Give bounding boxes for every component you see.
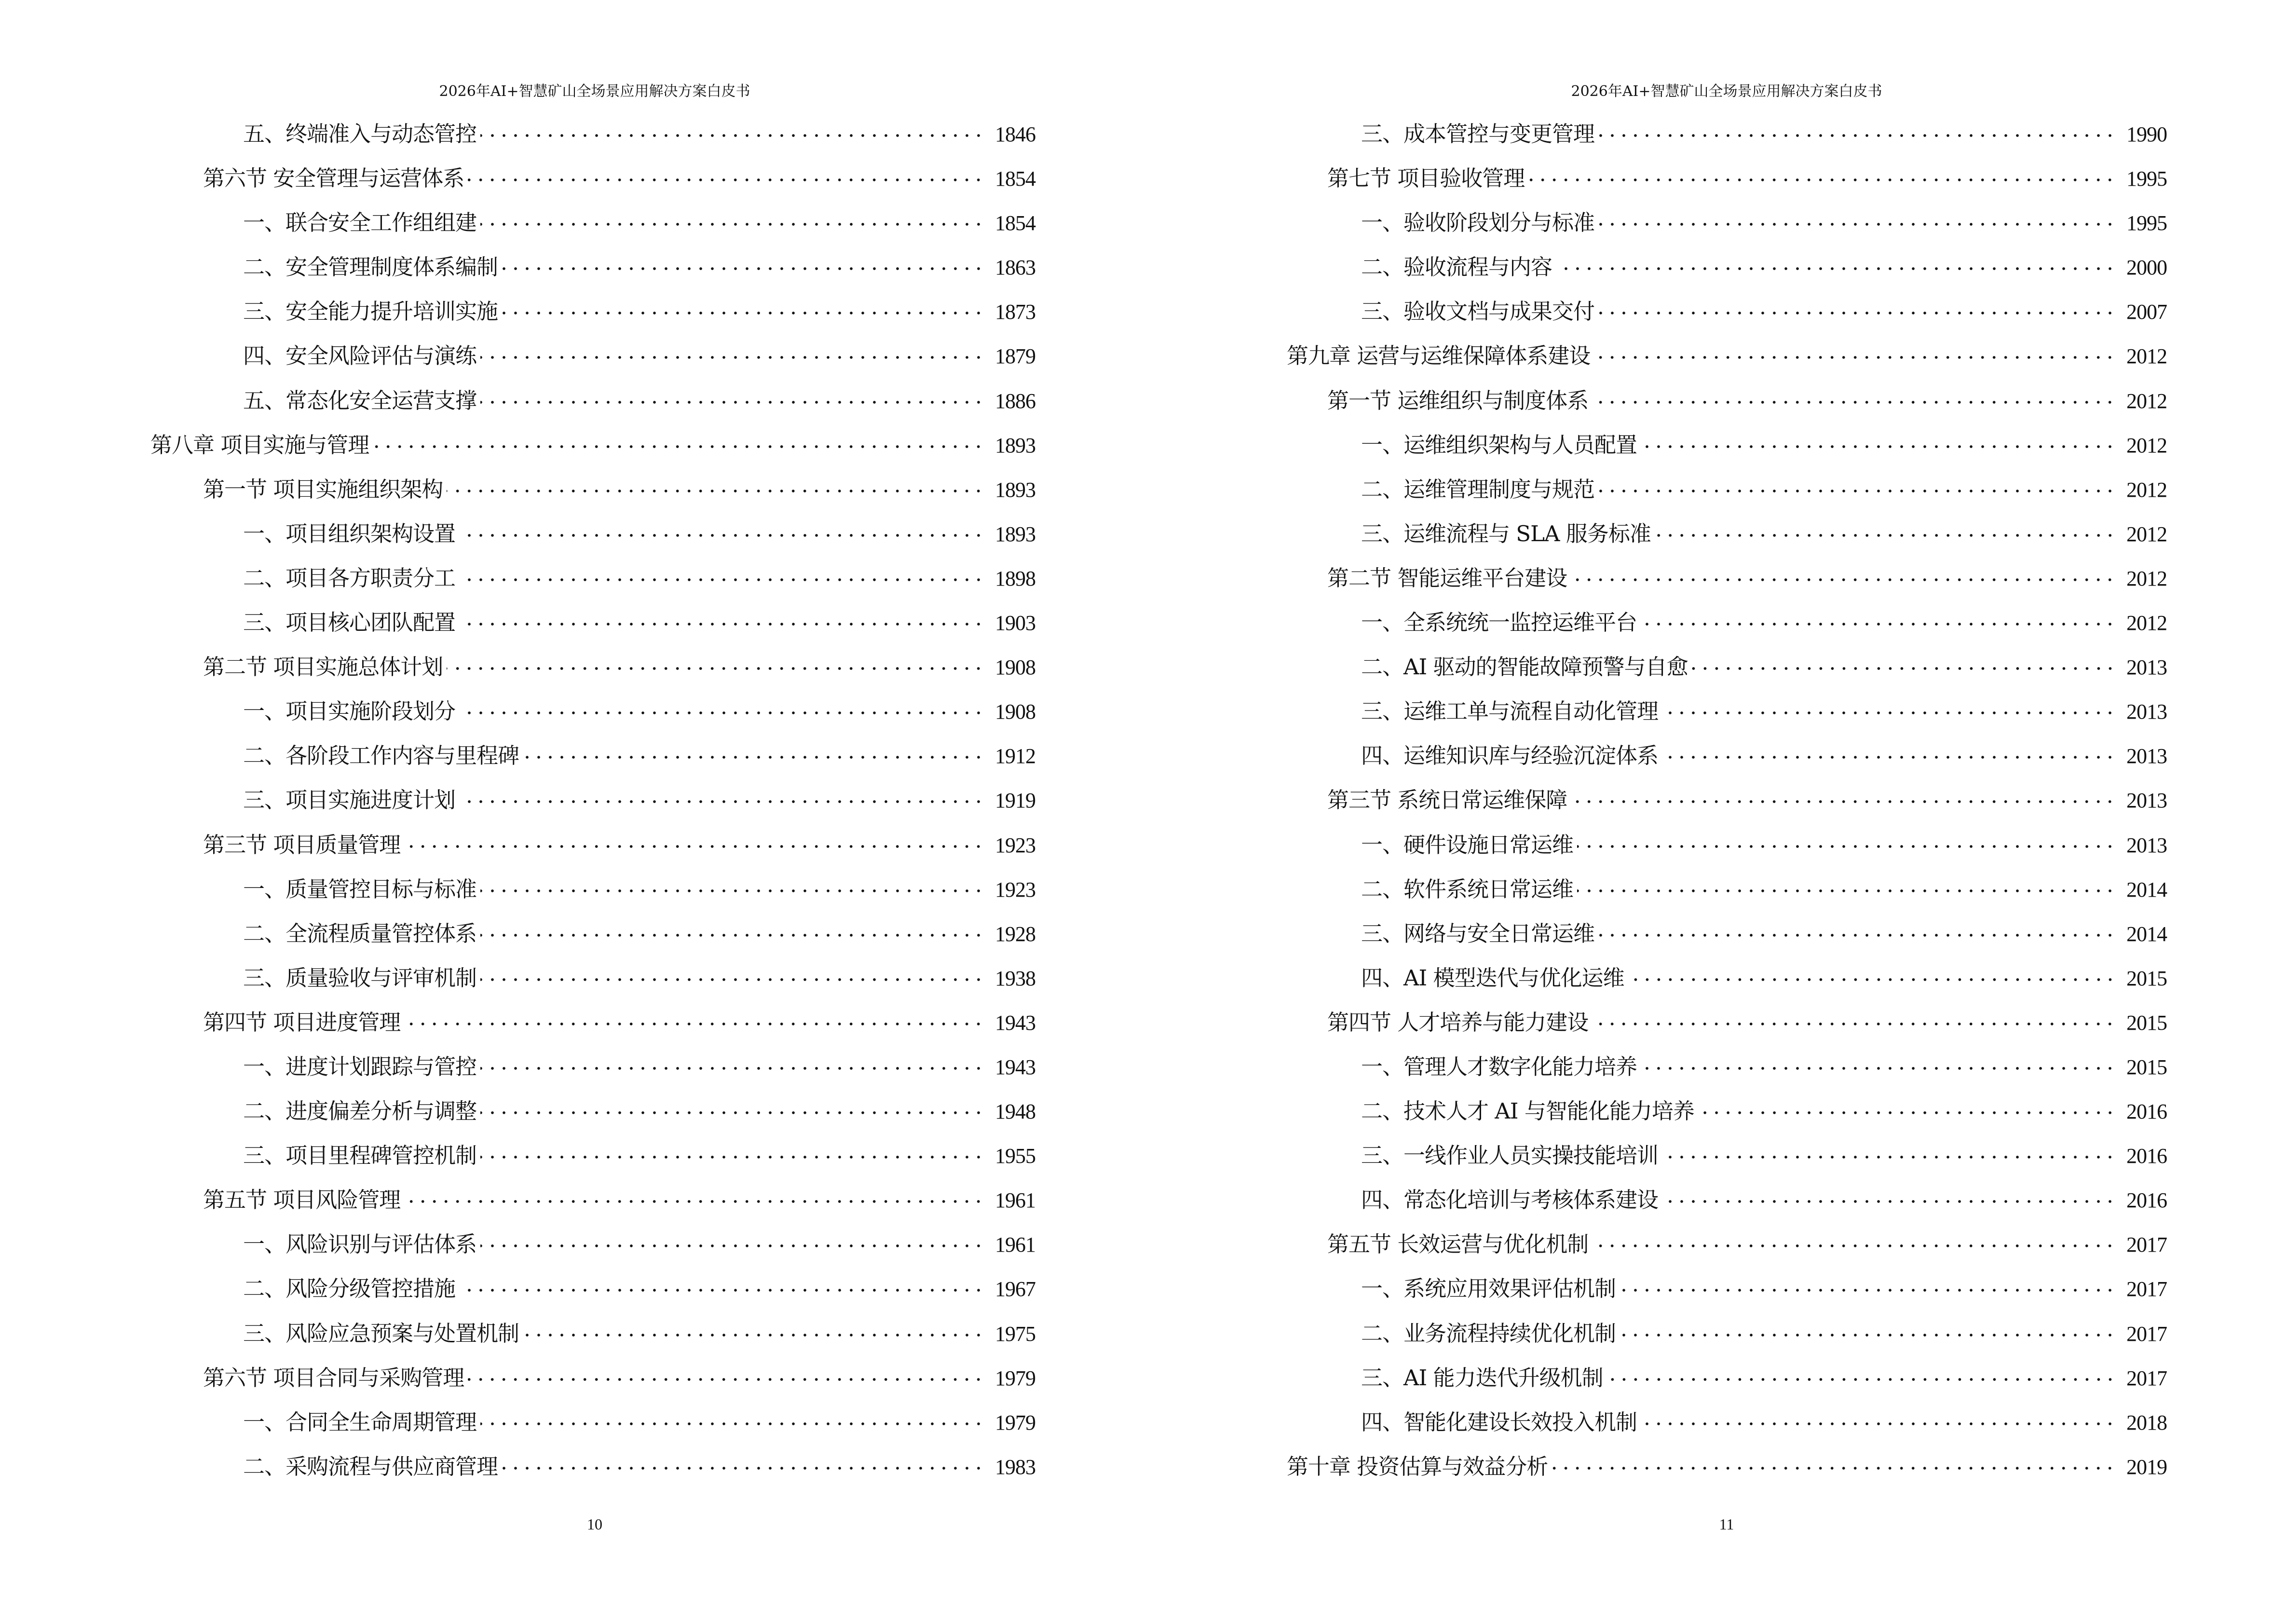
toc-entry-page-number: 1948 xyxy=(995,1100,1035,1124)
running-header: 2026年AI+智慧矿山全场景应用解决方案白皮书 xyxy=(1571,83,1882,100)
toc-entry-title: 第二节 项目实施总体计划 xyxy=(203,654,443,680)
toc-entry-page-number: 2012 xyxy=(2126,478,2167,502)
toc-entry-section[interactable] xyxy=(150,467,1035,512)
toc-entry-title: 三、AI 能力迭代升级机制 xyxy=(1361,1365,1603,1391)
toc-entry-title: 五、常态化安全运营支撑 xyxy=(243,387,477,413)
page-right xyxy=(1144,0,2287,1624)
toc-entry-page-number: 1979 xyxy=(995,1410,1035,1434)
dot-leader xyxy=(1662,693,2116,722)
toc-entry-sub[interactable] xyxy=(1287,689,2167,734)
toc-entry-section[interactable] xyxy=(1287,778,2167,822)
toc-entry-sub[interactable] xyxy=(150,512,1035,556)
toc-entry-title: 五、终端准入与动态管控 xyxy=(243,121,477,147)
toc-entry-page-number: 1873 xyxy=(995,300,1035,324)
toc-entry-sub[interactable] xyxy=(150,379,1035,423)
toc-entry-page-number: 2014 xyxy=(2126,922,2167,946)
page-number: 10 xyxy=(587,1515,602,1533)
toc-entry-page-number: 2016 xyxy=(2126,1188,2167,1213)
toc-entry-title: 第三节 系统日常运维保障 xyxy=(1327,787,1567,813)
toc-entry-sub[interactable] xyxy=(150,556,1035,600)
toc-entry-section[interactable] xyxy=(1287,1222,2167,1267)
toc-entry-title: 一、系统应用效果评估机制 xyxy=(1361,1276,1616,1302)
toc-entry-sub[interactable] xyxy=(1287,245,2167,289)
toc-entry-title: 三、验收文档与成果交付 xyxy=(1361,299,1595,325)
dot-leader xyxy=(1592,382,2116,411)
toc-entry-page-number: 1955 xyxy=(995,1144,1035,1168)
dot-leader xyxy=(480,115,984,144)
toc-entry-sub[interactable] xyxy=(1287,1400,2167,1445)
toc-entry-page-number: 2017 xyxy=(2126,1322,2167,1346)
dot-leader xyxy=(1556,248,2116,277)
toc-entry-sub[interactable] xyxy=(150,1400,1035,1445)
toc-entry-chapter[interactable] xyxy=(1287,1445,2167,1489)
toc-entry-sub[interactable] xyxy=(150,245,1035,289)
toc-entry-page-number: 2015 xyxy=(2126,1010,2167,1035)
dot-leader xyxy=(1641,1404,2116,1433)
toc-entry-page-number: 1908 xyxy=(995,700,1035,724)
toc-entry-page-number: 1995 xyxy=(2126,211,2167,235)
toc-entry-title: 第八章 项目实施与管理 xyxy=(150,432,369,458)
dot-leader xyxy=(1620,1315,2116,1344)
dot-leader xyxy=(1598,471,2116,500)
toc-entry-title: 第六节 项目合同与采购管理 xyxy=(203,1365,464,1391)
toc-entry-sub[interactable] xyxy=(150,600,1035,645)
dot-leader xyxy=(468,1359,984,1388)
dot-leader xyxy=(1662,737,2116,766)
toc-entry-title: 一、验收阶段划分与标准 xyxy=(1361,210,1595,236)
toc-entry-page-number: 1898 xyxy=(995,566,1035,590)
toc-entry-title: 一、项目组织架构设置 xyxy=(243,520,456,546)
toc-entry-page-number: 2012 xyxy=(2126,566,2167,590)
toc-entry-sub[interactable] xyxy=(1287,1178,2167,1222)
toc-entry-page-number: 1919 xyxy=(995,789,1035,813)
dot-leader xyxy=(1571,781,2116,810)
toc-entry-page-number: 2016 xyxy=(2126,1144,2167,1168)
dot-leader xyxy=(459,1270,984,1299)
toc-entry-section[interactable] xyxy=(150,1000,1035,1045)
toc-entry-page-number: 1923 xyxy=(995,833,1035,857)
toc-entry-title: 第三节 项目质量管理 xyxy=(203,832,401,858)
toc-entry-page-number: 2017 xyxy=(2126,1366,2167,1390)
dot-leader xyxy=(480,1137,984,1166)
toc-entry-page-number: 2013 xyxy=(2126,655,2167,680)
toc-entry-page-number: 2016 xyxy=(2126,1100,2167,1124)
dot-leader xyxy=(373,426,984,455)
toc-entry-title: 一、全系统统一监控运维平台 xyxy=(1361,610,1637,636)
toc-entry-page-number: 2018 xyxy=(2126,1410,2167,1434)
toc-entry-page-number: 1967 xyxy=(995,1277,1035,1301)
toc-entry-sub[interactable] xyxy=(150,1089,1035,1133)
toc-entry-page-number: 1863 xyxy=(995,256,1035,280)
toc-entry-title: 第一节 项目实施组织架构 xyxy=(203,476,443,502)
dot-leader xyxy=(480,204,984,233)
toc-entry-page-number: 2012 xyxy=(2126,344,2167,368)
dot-leader xyxy=(1598,293,2116,322)
toc-entry-page-number: 2013 xyxy=(2126,789,2167,813)
toc-entry-page-number: 2013 xyxy=(2126,833,2167,857)
toc-entry-title: 二、采购流程与供应商管理 xyxy=(243,1453,498,1479)
dot-leader xyxy=(480,382,984,411)
toc-entry-title: 四、运维知识库与经验沉淀体系 xyxy=(1361,743,1659,769)
toc-entry-title: 第一节 运维组织与制度体系 xyxy=(1327,387,1589,413)
toc-entry-page-number: 2014 xyxy=(2126,877,2167,901)
toc-entry-title: 二、验收流程与内容 xyxy=(1361,254,1552,280)
dot-leader xyxy=(1598,915,2116,944)
dot-leader xyxy=(447,648,984,677)
dot-leader xyxy=(459,515,984,544)
toc-entry-sub[interactable] xyxy=(1287,423,2167,467)
toc-entry-sub[interactable] xyxy=(1287,512,2167,556)
toc-entry-title: 三、风险应急预案与处置机制 xyxy=(243,1320,519,1346)
toc-list xyxy=(150,112,1035,1489)
toc-entry-page-number: 2019 xyxy=(2126,1455,2167,1479)
toc-entry-page-number: 2017 xyxy=(2126,1277,2167,1301)
dot-leader xyxy=(1628,959,2116,988)
toc-entry-sub[interactable] xyxy=(1287,600,2167,645)
dot-leader xyxy=(1598,204,2116,233)
dot-leader xyxy=(502,293,984,322)
toc-entry-sub[interactable] xyxy=(1287,1356,2167,1400)
dot-leader xyxy=(480,1092,984,1121)
toc-entry-sub[interactable] xyxy=(150,912,1035,956)
toc-entry-page-number: 1990 xyxy=(2126,123,2167,146)
toc-entry-title: 第五节 项目风险管理 xyxy=(203,1187,401,1213)
toc-entry-title: 二、AI 驱动的智能故障预警与自愈 xyxy=(1361,654,1688,680)
toc-entry-title: 三、成本管控与变更管理 xyxy=(1361,121,1595,147)
toc-entry-title: 第九章 运营与运维保障体系建设 xyxy=(1287,343,1591,369)
dot-leader xyxy=(404,1004,984,1033)
toc-entry-page-number: 1995 xyxy=(2126,167,2167,191)
toc-entry-page-number: 1879 xyxy=(995,344,1035,368)
toc-entry-sub[interactable] xyxy=(1287,112,2167,156)
toc-entry-section[interactable] xyxy=(150,1356,1035,1400)
toc-entry-page-number: 1903 xyxy=(995,611,1035,635)
toc-entry-page-number: 2015 xyxy=(2126,966,2167,990)
toc-entry-page-number: 2012 xyxy=(2126,433,2167,457)
toc-entry-title: 四、AI 模型迭代与优化运维 xyxy=(1361,965,1624,991)
toc-entry-sub[interactable] xyxy=(1287,1311,2167,1356)
toc-entry-page-number: 1893 xyxy=(995,433,1035,457)
dot-leader xyxy=(1598,115,2116,144)
dot-leader xyxy=(1698,1092,2116,1121)
dot-leader xyxy=(459,604,984,633)
toc-entry-sub[interactable] xyxy=(1287,201,2167,245)
toc-entry-page-number: 1854 xyxy=(995,211,1035,235)
toc-entry-title: 一、硬件设施日常运维 xyxy=(1361,832,1574,858)
dot-leader xyxy=(1662,1137,2116,1166)
toc-entry-title: 二、技术人才 AI 与智能化能力培养 xyxy=(1361,1098,1694,1124)
toc-entry-title: 一、项目实施阶段划分 xyxy=(243,698,456,724)
toc-entry-sub[interactable] xyxy=(150,867,1035,912)
dot-leader xyxy=(459,560,984,588)
toc-entry-page-number: 2015 xyxy=(2126,1055,2167,1079)
toc-entry-sub[interactable] xyxy=(150,1045,1035,1089)
toc-entry-title: 一、进度计划跟踪与管控 xyxy=(243,1053,477,1079)
toc-entry-sub[interactable] xyxy=(150,1133,1035,1178)
toc-entry-title: 一、运维组织架构与人员配置 xyxy=(1361,432,1637,458)
toc-entry-title: 四、常态化培训与考核体系建设 xyxy=(1361,1187,1659,1213)
toc-entry-sub[interactable] xyxy=(1287,1267,2167,1311)
toc-entry-sub[interactable] xyxy=(1287,289,2167,334)
toc-entry-sub[interactable] xyxy=(1287,645,2167,689)
toc-entry-title: 二、安全管理制度体系编制 xyxy=(243,254,498,280)
toc-entry-page-number: 2007 xyxy=(2126,300,2167,324)
dot-leader xyxy=(1607,1359,2116,1388)
toc-entry-page-number: 1938 xyxy=(995,966,1035,990)
dot-leader xyxy=(1577,826,2116,855)
toc-entry-page-number: 1961 xyxy=(995,1188,1035,1213)
dot-leader xyxy=(1552,1448,2116,1477)
dot-leader xyxy=(480,959,984,988)
page-number: 11 xyxy=(1719,1515,1734,1533)
toc-entry-title: 四、安全风险评估与演练 xyxy=(243,343,477,369)
toc-entry-section[interactable] xyxy=(150,823,1035,867)
toc-entry-title: 三、网络与安全日常运维 xyxy=(1361,920,1595,946)
toc-entry-sub[interactable] xyxy=(1287,823,2167,867)
toc-list xyxy=(1287,112,2167,1489)
dot-leader xyxy=(1594,337,2116,366)
dot-leader xyxy=(1641,1048,2116,1077)
toc-entry-title: 第六节 安全管理与运营体系 xyxy=(203,165,464,191)
dot-leader xyxy=(468,160,984,189)
dot-leader xyxy=(459,693,984,722)
dot-leader xyxy=(1592,1226,2116,1255)
toc-entry-section[interactable] xyxy=(1287,556,2167,600)
dot-leader xyxy=(447,471,984,500)
dot-leader xyxy=(480,1404,984,1433)
toc-entry-section[interactable] xyxy=(1287,156,2167,201)
dot-leader xyxy=(480,1226,984,1255)
dot-leader xyxy=(1577,871,2116,900)
toc-entry-sub[interactable] xyxy=(150,289,1035,334)
toc-entry-title: 一、管理人才数字化能力培养 xyxy=(1361,1053,1637,1079)
toc-entry-page-number: 1979 xyxy=(995,1366,1035,1390)
toc-entry-title: 二、项目各方职责分工 xyxy=(243,565,456,591)
toc-entry-title: 三、安全能力提升培训实施 xyxy=(243,299,498,325)
toc-entry-section[interactable] xyxy=(150,645,1035,689)
toc-entry-sub[interactable] xyxy=(150,1222,1035,1267)
dot-leader xyxy=(404,1181,984,1210)
toc-entry-page-number: 2017 xyxy=(2126,1233,2167,1257)
toc-entry-page-number: 1983 xyxy=(995,1455,1035,1479)
dot-leader xyxy=(1641,604,2116,633)
toc-entry-title: 三、运维工单与流程自动化管理 xyxy=(1361,698,1659,724)
dot-leader xyxy=(1692,648,2116,677)
toc-entry-section[interactable] xyxy=(1287,1000,2167,1045)
toc-entry-sub[interactable] xyxy=(150,956,1035,1000)
toc-entry-sub[interactable] xyxy=(150,778,1035,822)
toc-entry-page-number: 1961 xyxy=(995,1233,1035,1257)
toc-entry-sub[interactable] xyxy=(150,1311,1035,1356)
toc-entry-page-number: 1886 xyxy=(995,389,1035,413)
toc-entry-title: 第二节 智能运维平台建设 xyxy=(1327,565,1567,591)
toc-entry-page-number: 1912 xyxy=(995,744,1035,768)
dot-leader xyxy=(480,915,984,944)
toc-entry-title: 二、各阶段工作内容与里程碑 xyxy=(243,743,519,769)
dot-leader xyxy=(1592,1004,2116,1033)
toc-entry-title: 二、进度偏差分析与调整 xyxy=(243,1098,477,1124)
dot-leader xyxy=(1571,560,2116,588)
dot-leader xyxy=(480,871,984,900)
dot-leader xyxy=(404,826,984,855)
toc-entry-title: 第十章 投资估算与效益分析 xyxy=(1287,1453,1548,1479)
toc-entry-title: 一、质量管控目标与标准 xyxy=(243,876,477,902)
toc-entry-title: 三、项目里程碑管控机制 xyxy=(243,1143,477,1169)
dot-leader xyxy=(523,1315,984,1344)
toc-entry-page-number: 1975 xyxy=(995,1322,1035,1346)
toc-entry-page-number: 1908 xyxy=(995,655,1035,680)
toc-entry-title: 一、风险识别与评估体系 xyxy=(243,1231,477,1257)
toc-entry-chapter[interactable] xyxy=(1287,334,2167,378)
toc-entry-title: 三、质量验收与评审机制 xyxy=(243,965,477,991)
toc-entry-page-number: 2000 xyxy=(2126,256,2167,280)
toc-entry-chapter[interactable] xyxy=(150,423,1035,467)
toc-entry-title: 二、风险分级管控措施 xyxy=(243,1276,456,1302)
toc-entry-page-number: 1943 xyxy=(995,1055,1035,1079)
dot-leader xyxy=(480,1048,984,1077)
dot-leader xyxy=(1641,426,2116,455)
running-header: 2026年AI+智慧矿山全场景应用解决方案白皮书 xyxy=(439,83,750,100)
toc-entry-page-number: 1893 xyxy=(995,478,1035,502)
toc-entry-title: 二、软件系统日常运维 xyxy=(1361,876,1574,902)
toc-entry-title: 三、项目实施进度计划 xyxy=(243,787,456,813)
toc-entry-sub[interactable] xyxy=(150,201,1035,245)
toc-entry-title: 一、联合安全工作组组建 xyxy=(243,210,477,236)
toc-entry-sub[interactable] xyxy=(1287,1133,2167,1178)
toc-entry-page-number: 2012 xyxy=(2126,389,2167,413)
toc-entry-sub[interactable] xyxy=(1287,734,2167,778)
toc-entry-title: 一、合同全生命周期管理 xyxy=(243,1409,477,1435)
toc-entry-page-number: 2013 xyxy=(2126,700,2167,724)
toc-entry-page-number: 1943 xyxy=(995,1010,1035,1035)
toc-entry-section[interactable] xyxy=(150,156,1035,201)
toc-entry-section[interactable] xyxy=(150,1178,1035,1222)
toc-entry-page-number: 1923 xyxy=(995,877,1035,901)
toc-entry-page-number: 2012 xyxy=(2126,522,2167,546)
dot-leader xyxy=(1528,160,2116,189)
toc-entry-page-number: 2012 xyxy=(2126,611,2167,635)
toc-entry-sub[interactable] xyxy=(150,734,1035,778)
toc-entry-page-number: 1928 xyxy=(995,922,1035,946)
toc-entry-sub[interactable] xyxy=(1287,912,2167,956)
toc-entry-sub[interactable] xyxy=(150,1445,1035,1489)
toc-entry-section[interactable] xyxy=(1287,379,2167,423)
dot-leader xyxy=(1655,515,2116,544)
toc-entry-title: 二、全流程质量管控体系 xyxy=(243,920,477,946)
dot-leader xyxy=(502,1448,984,1477)
dot-leader xyxy=(502,248,984,277)
toc-entry-title: 第七节 项目验收管理 xyxy=(1327,165,1525,191)
toc-entry-sub[interactable] xyxy=(150,112,1035,156)
toc-entry-title: 第四节 人才培养与能力建设 xyxy=(1327,1009,1589,1035)
toc-entry-sub[interactable] xyxy=(1287,467,2167,512)
toc-entry-page-number: 1893 xyxy=(995,522,1035,546)
dot-leader xyxy=(1662,1181,2116,1210)
toc-entry-sub[interactable] xyxy=(150,689,1035,734)
toc-entry-page-number: 2013 xyxy=(2126,744,2167,768)
toc-entry-title: 三、运维流程与 SLA 服务标准 xyxy=(1361,520,1651,546)
toc-entry-title: 二、运维管理制度与规范 xyxy=(1361,476,1595,502)
toc-entry-sub[interactable] xyxy=(1287,1045,2167,1089)
toc-entry-title: 第五节 长效运营与优化机制 xyxy=(1327,1231,1589,1257)
toc-entry-title: 四、智能化建设长效投入机制 xyxy=(1361,1409,1637,1435)
toc-entry-page-number: 1854 xyxy=(995,167,1035,191)
toc-entry-sub[interactable] xyxy=(1287,956,2167,1000)
dot-leader xyxy=(459,781,984,810)
toc-entry-title: 第四节 项目进度管理 xyxy=(203,1009,401,1035)
toc-entry-title: 三、一线作业人员实操技能培训 xyxy=(1361,1143,1659,1169)
toc-entry-sub[interactable] xyxy=(150,1267,1035,1311)
toc-entry-sub[interactable] xyxy=(1287,1089,2167,1133)
toc-entry-title: 三、项目核心团队配置 xyxy=(243,610,456,636)
toc-entry-title: 二、业务流程持续优化机制 xyxy=(1361,1320,1616,1346)
toc-entry-sub[interactable] xyxy=(150,334,1035,378)
toc-entry-page-number: 1846 xyxy=(995,123,1035,146)
dot-leader xyxy=(523,737,984,766)
toc-entry-sub[interactable] xyxy=(1287,867,2167,912)
dot-leader xyxy=(480,337,984,366)
dot-leader xyxy=(1620,1270,2116,1299)
